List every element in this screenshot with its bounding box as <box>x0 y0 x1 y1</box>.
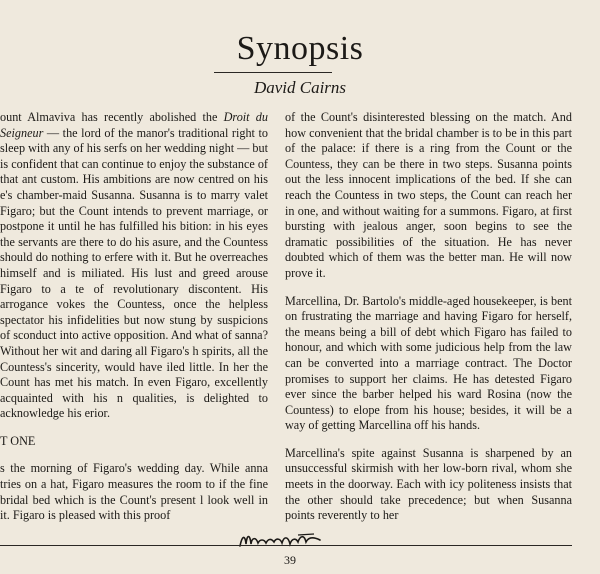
title-underline <box>214 72 332 73</box>
section-heading-act-one: T ONE <box>0 433 36 448</box>
left-p1-rest: — the lord of the manor's traditional right to sleep with any of his serfs on her wedding night — but is confident that can continue to enjoy the substance of that ant custom. His ambitions are now centred on his e's chamber-maid Susanna. Susanna is to marry valet Figaro; but the Count intends to prevent marriage, or postpone it until he has fulfilled his bition: in his eyes the servants are there to do his asure, and the Countess should do nothing to erfere with it. But he overreaches himself and is miliated. His lust and greed arouse Figaro to a te of revolutionary discontent. His arrogance vokes the Countess, once the helpless spectator his infidelities but now stung by suspicions of sconduct into active opposition. And what of sanna? Without her wit and daring all Figaro's h spirits, all the Countess's sincerity, would have iled little. In her the Count has met his match. In even Figaro, excellently acquainted with his n qualities, is delighted to acknowledge his erior. <box>0 125 268 421</box>
page-title: Synopsis <box>236 30 364 67</box>
left-paragraph-1 <box>0 110 268 422</box>
left-p1-start: ount Almaviva has recently abolished the <box>0 110 218 124</box>
mozart-signature <box>236 528 326 552</box>
right-paragraph-3: Marcellina's spite against Susanna is sharpened by an unsuccessful skirmish with her low-born rival, whom she meets in the doorway. Each with icy politeness insists that the other should take precedence; but when Susanna points reverently to her <box>285 445 572 523</box>
right-paragraph-1: of the Count's disinterested blessing on the match. And how convenient that the bridal chamber is to be in this part of the palace: if there is a ring from the Count or the Countess, they can be there in two steps. Susanna points out the less innocent implications of the bed. If she can reach the Countess in two steps, the Count can reach her in one, and without waiting for a summons. Figaro, at first bursting with jealous anger, soon begins to see the dramatic possibilities of the situation. He has never doubted which of them was the better man. He will now prove it. <box>285 110 572 280</box>
author-byline: David Cairns <box>253 78 347 97</box>
footer-rule <box>0 545 572 546</box>
left-column <box>0 110 268 536</box>
droit-du-seigneur-phrase: Droit du Seigneur <box>0 110 268 140</box>
right-column <box>285 110 572 536</box>
left-paragraph-2: s the morning of Figaro's wedding day. While anna tries on a hat, Figaro measures the room to if the fine bridal bed which is the Count's present l look well in it. Figaro is pleased with this proof <box>0 461 268 523</box>
page-number: 39 <box>284 553 296 567</box>
right-paragraph-2: Marcellina, Dr. Bartolo's middle-aged housekeeper, is bent on frustrating the marriage and having Figaro for herself, the means being a bill of debt which Figaro has failed to honour, and which with some judicious help from the law can be converted into a marriage contract. The Doctor promises to support her claims. He has detested Figaro ever since the barber helped his ward Rosina (now the Countess) to elope from his house; besides, it will be a way of getting Marcellina off his hands. <box>285 293 572 433</box>
